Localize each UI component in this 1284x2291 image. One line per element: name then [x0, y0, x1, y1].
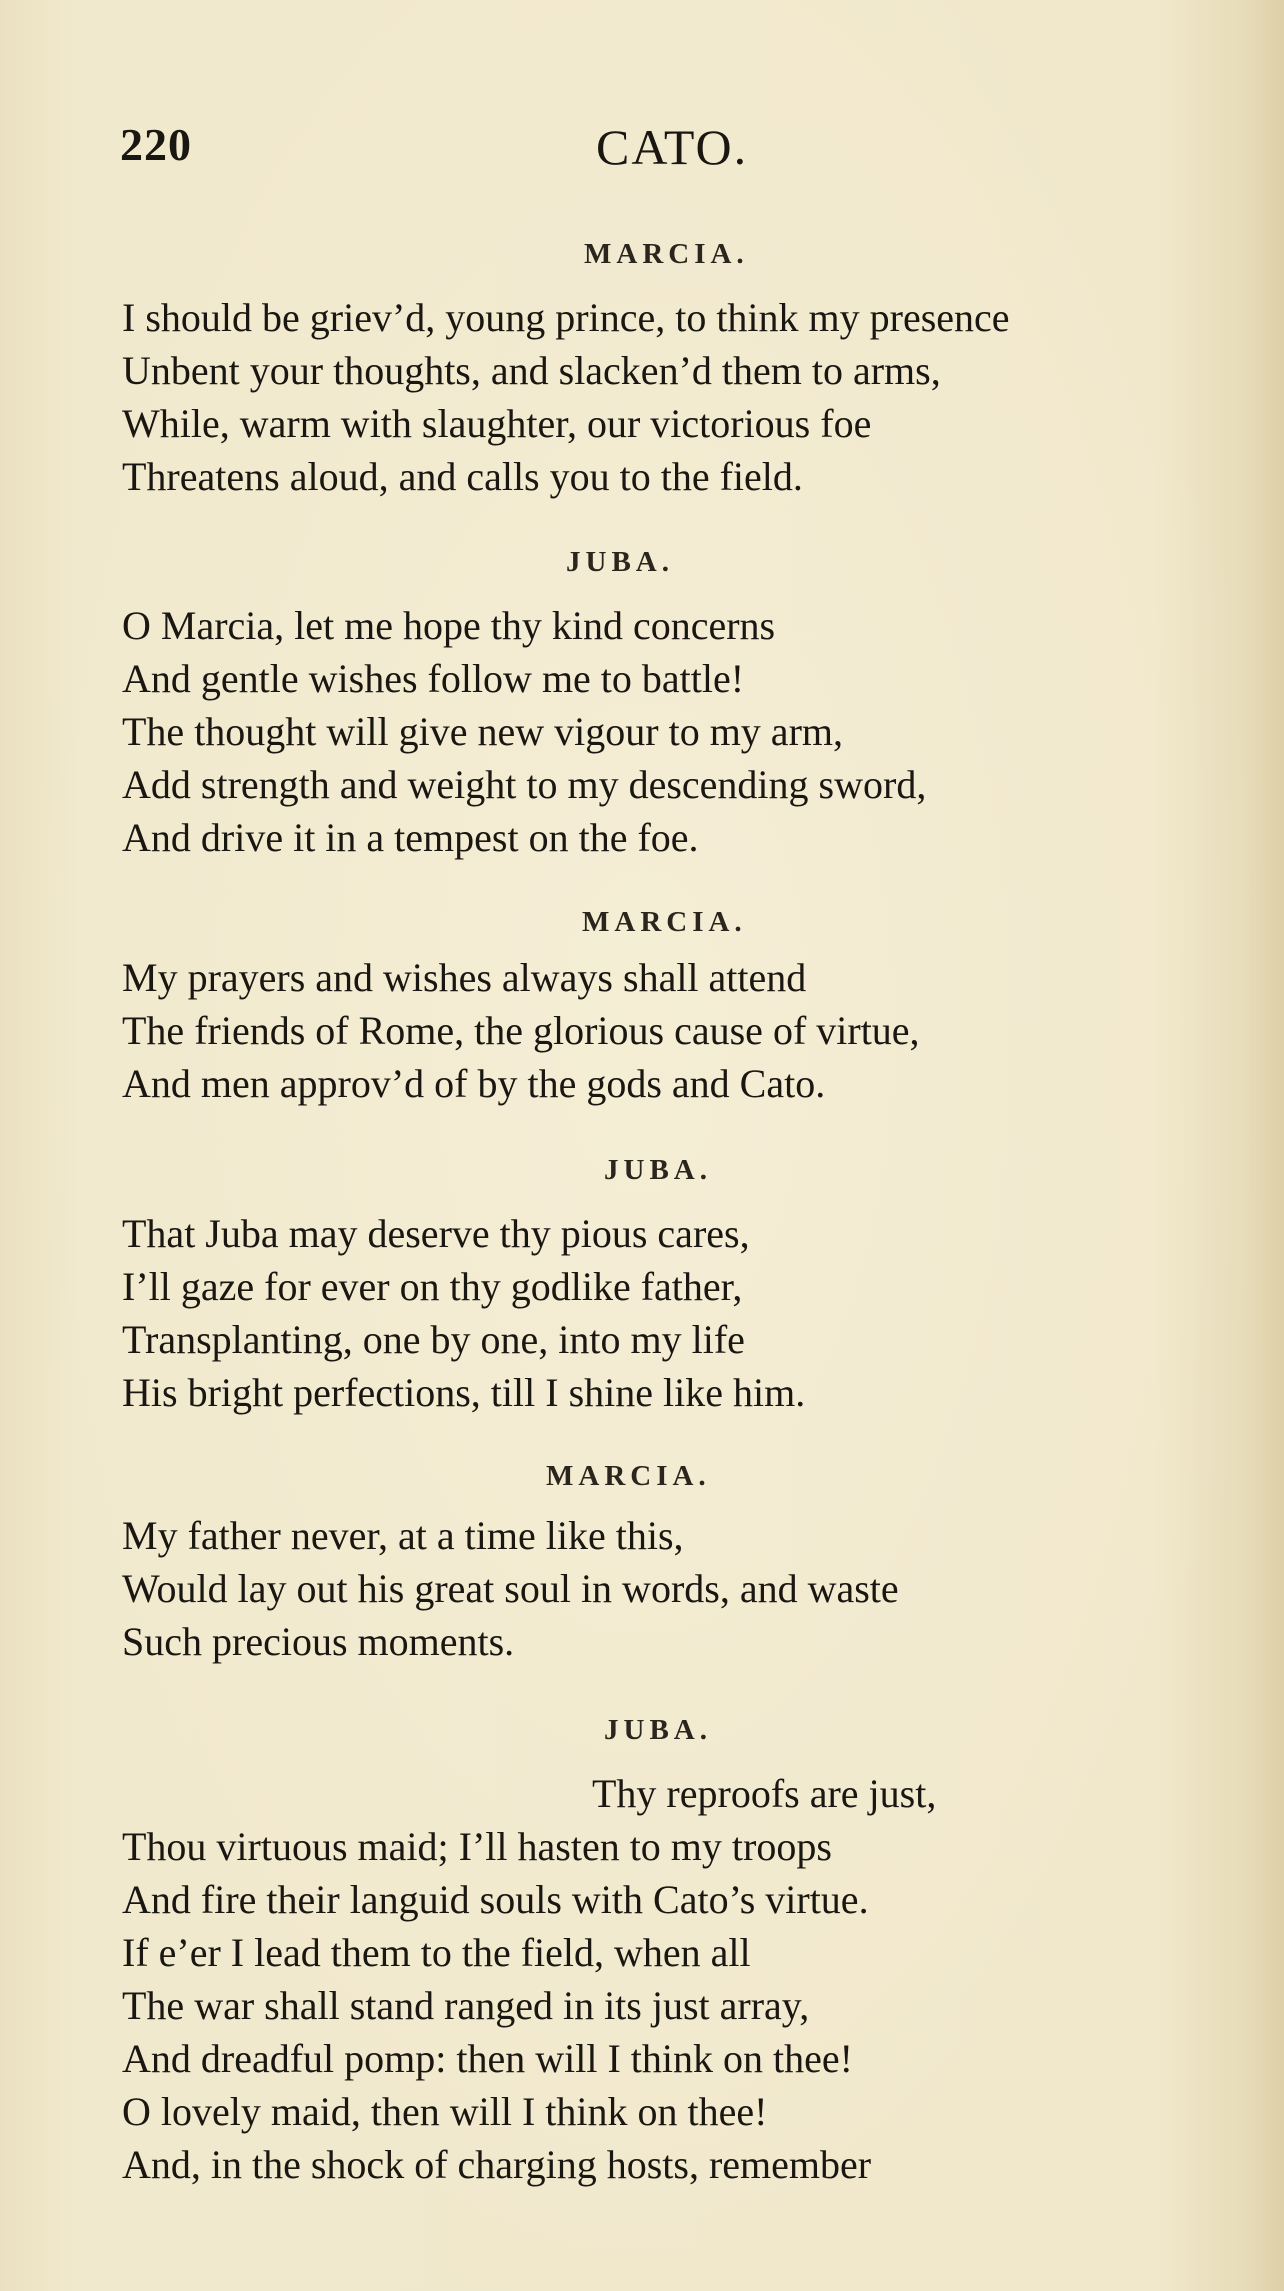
running-title: CATO. [596, 119, 749, 175]
verse-line: While, warm with slaughter, our victorious foe [122, 401, 872, 446]
verse-line: Such precious moments. [122, 1619, 515, 1664]
page-number: 220 [120, 119, 192, 170]
speaker-marcia: MARCIA. [584, 238, 749, 270]
verse-line: And, in the shock of charging hosts, remember [122, 2142, 872, 2187]
verse-line: My prayers and wishes always shall attend [122, 955, 807, 1000]
speaker-marcia: MARCIA. [546, 1460, 711, 1492]
speaker-juba: JUBA. [604, 1154, 712, 1186]
speaker-juba: JUBA. [604, 1714, 712, 1746]
verse-line: Unbent your thoughts, and slacken’d them to arms, [122, 348, 941, 393]
verse-line: O lovely maid, then will I think on thee! [122, 2089, 768, 2134]
verse-line: The thought will give new vigour to my arm, [122, 709, 843, 754]
verse-line: I’ll gaze for ever on thy godlike father, [122, 1264, 743, 1309]
speaker-marcia: MARCIA. [582, 906, 747, 938]
verse-line: Transplanting, one by one, into my life [122, 1317, 745, 1362]
verse-line: And drive it in a tempest on the foe. [122, 815, 699, 860]
verse-line: O Marcia, let me hope thy kind concerns [122, 603, 776, 648]
verse-line: Thy reproofs are just, [592, 1771, 937, 1816]
verse-line: And men approv’d of by the gods and Cato. [122, 1061, 826, 1106]
verse-line: His bright perfections, till I shine like him. [122, 1370, 806, 1415]
verse-line: If e’er I lead them to the field, when all [122, 1930, 751, 1975]
verse-line: Threatens aloud, and calls you to the field. [122, 454, 803, 499]
verse-line: And gentle wishes follow me to battle! [122, 656, 745, 701]
running-head [120, 118, 760, 188]
verse-line: Add strength and weight to my descending sword, [122, 762, 927, 807]
verse-line: And fire their languid souls with Cato’s virtue. [122, 1877, 869, 1922]
verse-line: The friends of Rome, the glorious cause of virtue, [122, 1008, 920, 1053]
verse-line: My father never, at a time like this, [122, 1513, 684, 1558]
verse-line: The war shall stand ranged in its just array, [122, 1983, 810, 2028]
verse-line: And dreadful pomp: then will I think on thee! [122, 2036, 853, 2081]
verse-line: I should be griev’d, young prince, to think my presence [122, 295, 1010, 340]
verse-line: That Juba may deserve thy pious cares, [122, 1211, 750, 1256]
speaker-juba: JUBA. [566, 546, 674, 578]
verse-line: Would lay out his great soul in words, and waste [122, 1566, 899, 1611]
verse-line: Thou virtuous maid; I’ll hasten to my troops [122, 1824, 832, 1869]
